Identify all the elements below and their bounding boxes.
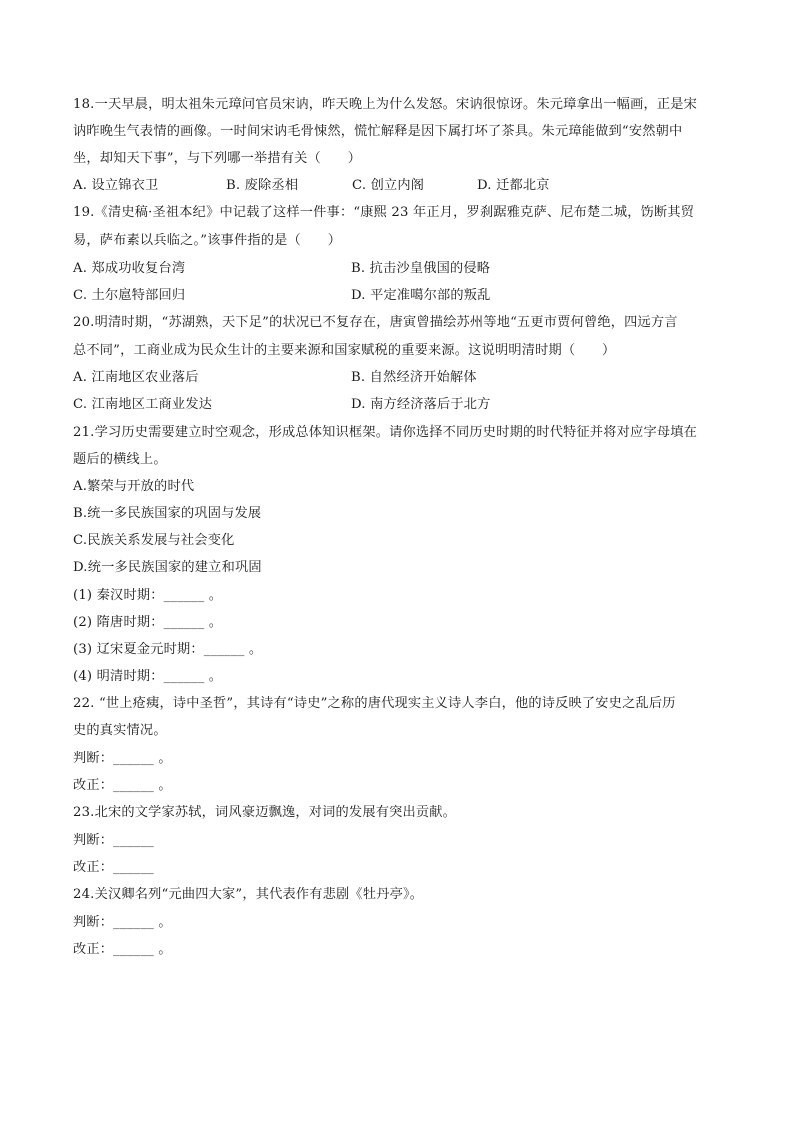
- q21-choice-d: D.统一多民族国家的建立和巩固: [73, 560, 262, 575]
- q19-option-a: A. 郑成功收复台湾: [73, 261, 186, 276]
- q21-blank-2: (2) 隋唐时期：______ 。: [73, 615, 223, 630]
- q19-stem-line-1: 19.《清史稿·圣祖本纪》中记载了这样一件事：“康熙 23 年正月，罗刹踞雅克萨、尼布楚二城，饬断其贸: [73, 205, 695, 220]
- q22-correct-blank: 改正：______ 。: [73, 778, 172, 793]
- q19-option-c: C. 土尔扈特部回归: [73, 288, 186, 303]
- q21-choice-b: B.统一多民族国家的巩固与发展: [73, 506, 262, 521]
- q21-choice-a: A.繁荣与开放的时代: [73, 479, 195, 494]
- q20-option-a: A. 江南地区农业落后: [73, 370, 199, 385]
- q19-stem-line-2: 易，萨布素以兵临之。”该事件指的是（ ）: [73, 233, 342, 248]
- q18-option-a: A. 设立锦衣卫: [73, 178, 159, 193]
- q21-blank-1: (1) 秦汉时期：______ 。: [73, 588, 223, 603]
- q23-judge-blank: 判断：______: [73, 833, 154, 848]
- q20-option-d: D. 南方经济落后于北方: [351, 397, 491, 412]
- q18-option-b: B. 废除丞相: [226, 178, 299, 193]
- q24-judge-blank: 判断：______ 。: [73, 915, 172, 930]
- q18-option-d: D. 迁都北京: [477, 178, 550, 193]
- q21-choice-c: C.民族关系发展与社会变化: [73, 533, 235, 548]
- q23-correct-blank: 改正：______: [73, 860, 154, 875]
- q23-stem-line-1: 23.北宋的文学家苏轼，词风豪迈飘逸，对词的发展有突出贡献。: [73, 805, 457, 820]
- q22-judge-blank: 判断：______ 。: [73, 751, 172, 766]
- q20-option-c: C. 江南地区工商业发达: [73, 397, 213, 412]
- q22-stem-line-2: 史的真实情况。: [73, 723, 167, 738]
- q24-correct-blank: 改正：______ 。: [73, 942, 172, 957]
- q18-stem-line-2: 讷昨晚生气表情的画像。一时间宋讷毛骨悚然，慌忙解释是因下属打坏了茶具。朱元璋能做到“安然朝中: [73, 124, 683, 139]
- q21-stem-line-1: 21.学习历史需要建立时空观念，形成总体知识框架。请你选择不同历史时期的时代特征并将对应字母填在: [73, 425, 698, 440]
- q24-stem-line-1: 24.关汉卿名列“元曲四大家”，其代表作有悲剧《牡丹亭》。: [73, 887, 424, 902]
- q19-option-d: D. 平定准噶尔部的叛乱: [351, 288, 491, 303]
- q21-blank-4: (4) 明清时期：______ 。: [73, 669, 223, 684]
- q19-option-b: B. 抗击沙皇俄国的侵略: [351, 261, 491, 276]
- q18-stem-line-3: 坐，却知天下事”，与下列哪一举措有关（ ）: [73, 151, 362, 166]
- q20-stem-line-2: 总不同”，工商业成为民众生计的主要来源和国家赋税的重要来源。这说明明清时期（ ）: [73, 343, 616, 358]
- q22-stem-line-1: 22. “世上疮痍，诗中圣哲”，其诗有“诗史”之称的唐代现实主义诗人李白，他的诗反映了安史之乱后历: [73, 696, 676, 711]
- q20-stem-line-1: 20.明清时期，“苏湖熟，天下足”的状况已不复存在，唐寅曾描绘苏州等地“五更市贾何曾绝，四远方言: [73, 315, 678, 330]
- q21-stem-line-2: 题后的横线上。: [73, 452, 167, 467]
- q20-option-b: B. 自然经济开始解体: [351, 370, 477, 385]
- q18-stem-line-1: 18.一天早晨，明太祖朱元璋问官员宋讷，昨天晚上为什么发怒。宋讷很惊讶。朱元璋拿出一幅画，正是宋: [73, 97, 698, 112]
- q18-option-c: C. 创立内阁: [352, 178, 425, 193]
- q21-blank-3: (3) 辽宋夏金元时期：______ 。: [73, 642, 263, 657]
